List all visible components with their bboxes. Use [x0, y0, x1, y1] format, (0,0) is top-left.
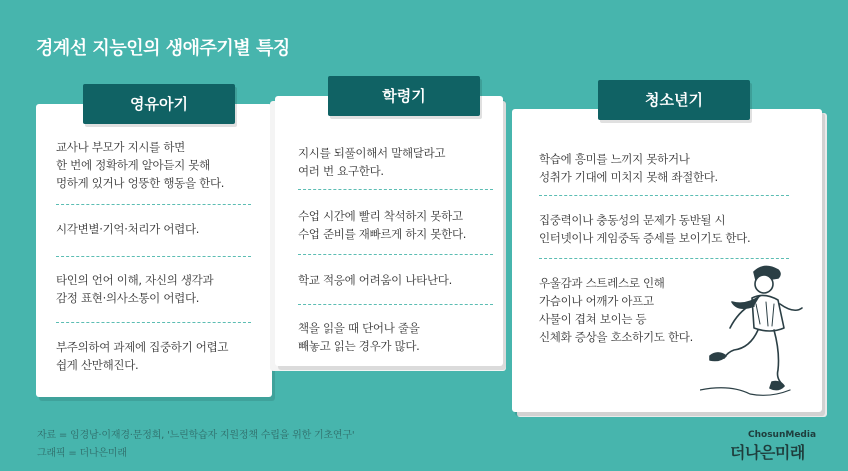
running-child-illustration	[700, 258, 820, 408]
separator	[56, 322, 251, 323]
infancy-item-4: 부주의하여 과제에 집중하기 어렵고 쉽게 산만해진다.	[56, 340, 229, 372]
graphic-credit: 그래픽 = 더나은미래	[37, 448, 127, 459]
tab-infancy: 영유아기	[83, 84, 235, 124]
tab-adolescence: 청소년기	[598, 80, 750, 120]
source-note: 자료 = 임경남·이재경·문정희, '느린학습자 지원정책 수립을 위한 기초연구'	[37, 430, 355, 441]
brand-small: ChosunMedia	[748, 430, 817, 440]
separator	[56, 256, 251, 257]
adolescence-item-2: 집중력이나 충동성의 문제가 동반될 시 인터넷이나 게임중독 증세를 보이기도 한다.	[539, 213, 751, 245]
separator	[298, 304, 493, 305]
adolescence-item-1: 학습에 흥미를 느끼지 못하거나 성취가 기대에 미치지 못해 좌절한다.	[539, 152, 718, 184]
brand-logo: 더나은미래	[730, 443, 805, 462]
tab-school-age: 학령기	[328, 76, 480, 116]
infancy-item-1: 교사나 부모가 지시를 하면 한 번에 정확하게 알아듣지 못해 멍하게 있거나 엉뚱한 행동을 한다.	[56, 140, 225, 190]
page-title: 경계선 지능인의 생애주기별 특징	[36, 38, 290, 59]
adolescence-item-3: 우울감과 스트레스로 인해 가슴이나 어깨가 아프고 사물이 겹쳐 보이는 등 신체화 증상을 호소하기도 한다.	[539, 276, 693, 344]
school-item-4: 책을 읽을 때 단어나 줄을 빼놓고 읽는 경우가 많다.	[298, 321, 420, 353]
separator	[298, 254, 493, 255]
school-item-1: 지시를 되풀이해서 말해달라고 여러 번 요구한다.	[298, 146, 446, 178]
school-item-3: 학교 적응에 어려움이 나타난다.	[298, 273, 452, 287]
separator	[298, 189, 493, 190]
infancy-item-3: 타인의 언어 이해, 자신의 생각과 감정 표현·의사소통이 어렵다.	[56, 273, 214, 305]
infancy-item-2: 시각변별·기억·처리가 어렵다.	[56, 222, 200, 236]
separator	[539, 195, 789, 196]
school-item-2: 수업 시간에 빨리 착석하지 못하고 수업 준비를 재빠르게 하지 못한다.	[298, 209, 467, 241]
separator	[56, 204, 251, 205]
